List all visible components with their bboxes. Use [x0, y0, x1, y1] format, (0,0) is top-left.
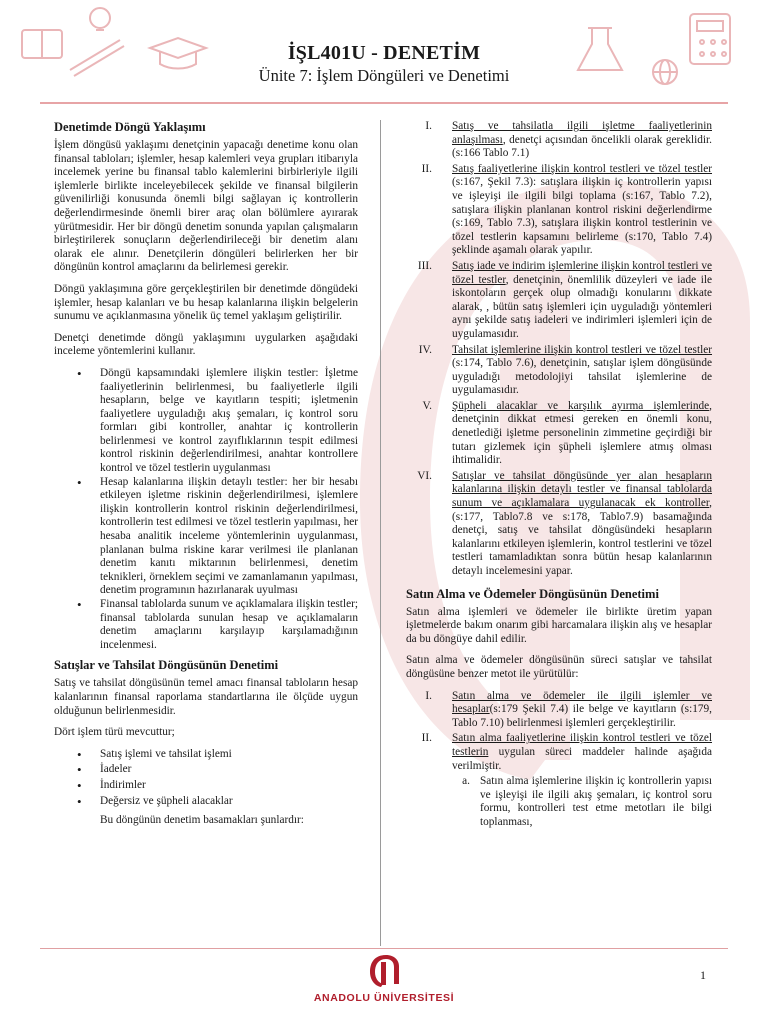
section-title: Denetimde Döngü Yaklaşımı [54, 120, 206, 134]
paragraph: Bu döngünün denetim basamakları şunlardır: [100, 814, 304, 827]
right-column [406, 120, 712, 838]
list-number: I. [425, 689, 432, 702]
university-logo-icon [364, 952, 404, 988]
list-number: I. [425, 120, 432, 132]
column-divider [380, 120, 381, 946]
paragraph: Satış ve tahsilat döngüsünün temel amacı finansal tabloların hesap kalanlarının finansal raporlama standartlarına ile ölçüde uygun olduğunun belirlenmesidir. [54, 677, 358, 717]
step-text: , denetçinin dikkat etmesi gereken en önemli konu, denetlediği işletme personelinin zimmetine geçirdiği bir tutarı gizlemek için şüpheli işlemlere atmış olması ihtimalidir. [452, 399, 712, 467]
step-text: (s:167, Şekil 7.3): satışlara ilişkin iç kontrollerin yapısı ve işleyişi ile ilgili bilgi toplama (s:167, Tablo 7.2), satışlara ilişkin planlanan kontrol riskini değerlendirme (s:169, Tablo 7.3), satışlara ilişkin kontrol testlerinin ve tözel testlerin kapsamını belirleme (s:170, Tablo 7.4) şeklinde aşamalı olarak yapılır. [452, 176, 712, 257]
purchase-steps-list [406, 690, 712, 830]
footer-rule [40, 948, 728, 949]
paragraph: Döngü yaklaşımına göre gerçekleştirilen bir denetimde döngüdeki işlemler, hesap kalanları ve bu hesap kalanlarına ilişkin belgelerin sunumu ve açıklanmasına yönelik üç temel yaklaşım geliştirilir. [54, 282, 358, 323]
audit-steps-list [406, 120, 712, 579]
list-item [406, 732, 712, 829]
list-item [406, 470, 712, 579]
step-text: uygulan süreci maddeler halinde aşağıda verilmiştir. [452, 745, 712, 772]
university-name: ANADOLU ÜNİVERSİTESİ [313, 992, 455, 1004]
step-heading: Satış ve tahsilatla ilgili işletme faaliyetlerinin anlaşılması [452, 120, 712, 146]
step-heading: Satın alma ve ödemeler ile ilgili işlemler ve hesaplar [452, 689, 712, 716]
list-number: II. [421, 732, 432, 745]
list-item: • Hesap kalanlarına ilişkin detaylı testler: her bir hesabı etkileyen işletme riskinin değerlendirilmesi, işlemlere ilişkin kontrollerin kontrol riskinin değerlendirilmesi, kontrollerin test edilmesi ve tözel testlerin yapılması, her hesaba analitik inceleme yöntemlerinin uygulanması, planlanan bulma riskine karar verilmesi ile planlanan denetim kanıtı miktarının belirlenmesi, denetim teknikleri, örneklem seçimi ve zamanlamanın yapılması, denetim programının hazırlanarak uyulması [100, 476, 358, 598]
list-item [452, 775, 712, 829]
step-heading: Tahsilat işlemlerine ilişkin kontrol testleri ve tözel testler [452, 343, 712, 356]
list-item: • Değersiz ve şüpheli alacaklar [100, 795, 358, 809]
paragraph: İşlem döngüsü yaklaşımı denetçinin yapacağı denetime konu olan finansal tabloları; işlemler, hesap kalemleri veya grupları itibarıyla incelemek yerine bu finansal tablo kalemlerini birbirleriyle ilgili işlemlerle birlikte inceleyebilecek şekilde ve finansal bilgilerin güvenilirliği konusunda önemli bilgi sağlayan iç kontrollerin değerlendirmesinde önemli birer araç olan bölümlere ayırarak yürütmesidir. Her bir döngü denetim sonunda yapılan çalışmaların birleştirilerek sonuçların değerlendirileceği bir denetim alanı olarak ele alınır. Denetçilerin döngüleri belirlerken her bir döngünün kontrol amaçlarını da belirlemesi gerekir. [54, 139, 358, 274]
page-header [0, 0, 768, 104]
course-title: İŞL401U - DENETİM [287, 42, 481, 64]
list-item: • Döngü kapsamındaki işlemlere ilişkin testler: İşletme faaliyetlerinin belirlenmesi, bu faaliyetlerle ilgili hesapların, belge ve kayıtların tespiti; işletmenin faaliyetlere uyguladığı akış şemaları, iç kontrol soru formları gibi kontroller, anahtar iç kontrollerin belirlenmesi ve kontrol zayıflıklarının tespit edilmesi kontrol riskinin değerlendirilmesi, anahtar kontrollere kontrol ve tözel testlerin uygulanması [100, 367, 358, 476]
header-rule [40, 102, 728, 104]
list-item [406, 163, 712, 258]
step-heading: Satış faaliyetlerine ilişkin kontrol testleri ve tözel testler [452, 162, 712, 175]
list-item [406, 120, 712, 161]
sub-step-text: Satın alma işlemlerine ilişkin iç kontrollerin yapısı ve işleyişi ile ilgili akış şemaları, iç kontrol soru formu, kontrolleri test etme metotları ile bilgi toplanması, [480, 775, 712, 828]
list-number: IV. [418, 343, 432, 356]
step-heading: Satış iade ve indirim işlemlerine ilişkin kontrol testleri ve tözel testler [452, 259, 712, 286]
list-item [406, 690, 712, 731]
step-text: , denetçinin, önemlilik düzeyleri ve iade ile iskontoların gerçek olup olmadığı konularını dikkate alarak, , bütün satış işlemleri için uyguladığı yöntemleri aynı şekilde satış iadeleri ve indirimleri işlemleri için de uygulamasıdır. [452, 273, 712, 340]
university-logo [300, 952, 468, 1014]
list-item [406, 400, 712, 468]
transaction-type-list [54, 748, 358, 808]
step-heading: Satışlar ve tahsilat döngüsünde yer alan hesapların kalanlarına ilişkin detaylı testler ve finansal tablolarda sunum ve açıklamalara uygulanacak ek kontroller [452, 469, 712, 510]
list-item [406, 260, 712, 342]
page-number: 1 [700, 968, 706, 982]
list-number: VI. [417, 469, 432, 482]
method-list [54, 367, 358, 652]
step-heading: Satın alma faaliyetlerine ilişkin kontrol testleri ve tözel testlerin [452, 732, 712, 758]
list-number: II. [421, 162, 432, 175]
step-text: , (s:177, Tablo7.8 ve s:178, Tablo7.9) basamağında denetçi, satış ve tahsilat döngüsündeki hesapların kalanlarını etkileyen işlemlerin, kontrol testlerini ve tözel testleri tamamladıktan sonra bütün hesap kalanlarının detaylı incelemesini yapar. [452, 497, 712, 577]
section-title: Satın Alma ve Ödemeler Döngüsünün Denetimi [406, 586, 659, 601]
step-text: (s:179 Şekil 7.4) ile belge ve kayıtların (s:179, Tablo 7.10) belirlenmesi işlemleri gerçekleştirilir. [452, 703, 712, 729]
unit-title: Ünite 7: İşlem Döngüleri ve Denetimi [258, 66, 510, 85]
section-title: Satışlar ve Tahsilat Döngüsünün Denetimi [54, 658, 279, 673]
list-item: • İadeler [100, 763, 358, 777]
list-item [406, 344, 712, 398]
list-letter: a. [462, 775, 470, 788]
paragraph: Satın alma işlemleri ve ödemeler ile birlikte üretim yapan işletmelerde bakım onarım gibi harcamalara ilişkin alış ve hesaplar da bu döngüye dahil edilir. [406, 605, 712, 645]
list-number: III. [417, 259, 432, 272]
left-column [54, 120, 358, 836]
paragraph: Satın alma ve ödemeler döngüsünün süreci satışlar ve tahsilat döngüsüne benzer metot ile yürütülür: [406, 654, 712, 680]
sub-list [452, 775, 712, 829]
step-text: (s:174, Tablo 7.6), denetçinin, satışlar işlem döngüsünde uyguladığı metodolojiyi tahsilat işlemlerine de uygulamasıdır. [452, 357, 712, 397]
list-item: • Finansal tablolarda sunum ve açıklamalara ilişkin testler; finansal tablolarda sunulan hesap ve açıklamaların denetim amaçlarını karşılayıp karşılamadığının incelenmesi. [100, 598, 358, 652]
list-item: • İndirimler [100, 779, 358, 793]
list-number: V. [422, 399, 432, 412]
list-item: • Satış işlemi ve tahsilat işlemi [100, 748, 358, 762]
lightbulb-icon [90, 8, 110, 30]
paragraph: Denetçi denetimde döngü yaklaşımını uygularken aşağıdaki inceleme yöntemlerini kullanır. [54, 331, 358, 358]
paragraph: Dört işlem türü mevcuttur; [54, 726, 175, 739]
step-text: , denetçi açısından öncelikli olarak gereklidir. (s:166 Tablo 7.1) [452, 133, 712, 160]
step-heading: Şüpheli alacaklar ve karşılık ayırma işlemlerinde [452, 399, 710, 412]
